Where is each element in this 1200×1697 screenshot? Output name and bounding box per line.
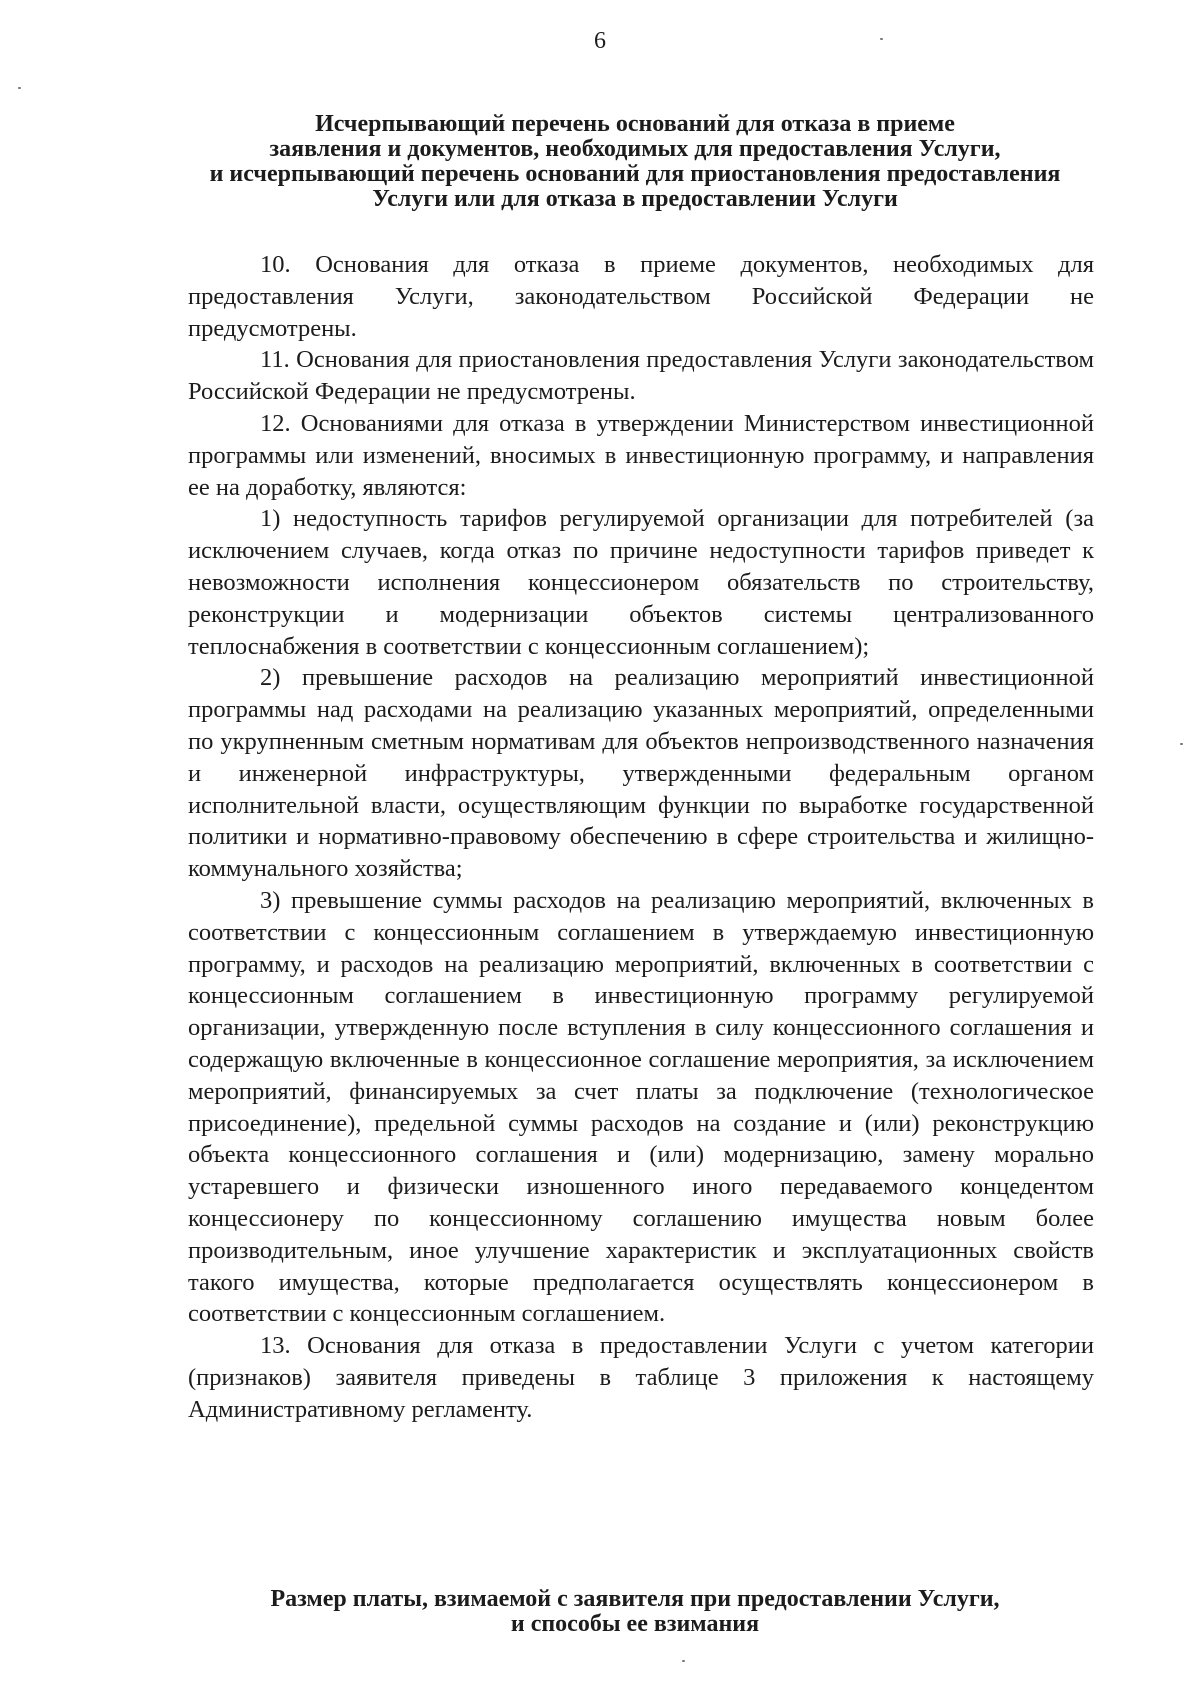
heading-line: Услуги или для отказа в предоставлении Услуги	[372, 186, 898, 212]
heading-line: и исчерпывающий перечень оснований для приостановления предоставления	[209, 161, 1061, 187]
document-body	[188, 249, 1094, 1425]
heading-line: Размер платы, взимаемой с заявителя при предоставлении Услуги,	[270, 1586, 1000, 1612]
paragraph-12-item-2: 2) превышение расходов на реализацию мероприятий инвестиционной программы над расходами на реализацию указанных мероприятий, определенными по укрупненным сметным нормативам для объектов непроизводственного назначения и инженерной инфраструктуры, утвержденными федеральным органом исполнительной власти, осуществляющим функции по выработке государственной политики и нормативно-правовому обеспечению в сфере строительства и жилищно-коммунального хозяйства;	[188, 664, 1094, 883]
paragraph-13: 13. Основания для отказа в предоставлении Услуги с учетом категории (признаков) заявителя приведены в таблице 3 приложения к настоящему Административному регламенту.	[188, 1332, 1094, 1423]
section-heading-fee	[190, 1587, 1080, 1637]
page-number: 6	[594, 28, 606, 54]
scan-speck	[880, 38, 883, 40]
scan-speck	[18, 87, 21, 89]
paragraph-12-item-3: 3) превышение суммы расходов на реализацию мероприятий, включенных в соответствии с концессионным соглашением в утверждаемую инвестиционную программу, и расходов на реализацию мероприятий, включенных в соответствии с концессионным соглашением в инвестиционную программу регулируемой организации, утвержденную после вступления в силу концессионного соглашения и содержащую включенные в концессионное соглашение мероприятия, за исключением мероприятий, финансируемых за счет платы за подключение (технологическое присоединение), предельной суммы расходов на создание и (или) реконструкцию объекта концессионного соглашения и (или) модернизацию, замену морально устаревшего и физически изношенного иного передаваемого концедентом концессионеру по концессионному соглашению имущества новым более производительным, иное улучшение характеристик и эксплуатационных свойств такого имущества, которые предполагается осуществлять концессионером в соответствии с концессионным соглашением.	[188, 886, 1094, 1328]
paragraph-11: 11. Основания для приостановления предоставления Услуги законодательством Российской Федерации не предусмотрены.	[188, 346, 1094, 406]
heading-line: заявления и документов, необходимых для предоставления Услуги,	[269, 136, 1001, 162]
scan-speck	[682, 1660, 685, 1662]
scan-speck	[1180, 743, 1183, 745]
heading-line: и способы ее взимания	[510, 1611, 760, 1637]
paragraph-12: 12. Основаниями для отказа в утверждении Министерством инвестиционной программы или изменений, вносимых в инвестиционную программу, и направления ее на доработку, являются:	[188, 409, 1094, 501]
paragraph-10: 10. Основания для отказа в приеме документов, необходимых для предоставления Услуги, законодательством Российской Федерации не предусмотрены.	[188, 251, 1094, 342]
section-heading-refusal-grounds	[190, 112, 1080, 212]
paragraph-12-item-1: 1) недоступность тарифов регулируемой организации для потребителей (за исключением случаев, когда отказ по причине недоступности тарифов приведет к невозможности исполнения концессионером обязательств по строительству, реконструкции и модернизации объектов системы централизованного теплоснабжения в соответствии с концессионным соглашением);	[188, 505, 1094, 660]
heading-line: Исчерпывающий перечень оснований для отказа в приеме	[315, 111, 955, 137]
